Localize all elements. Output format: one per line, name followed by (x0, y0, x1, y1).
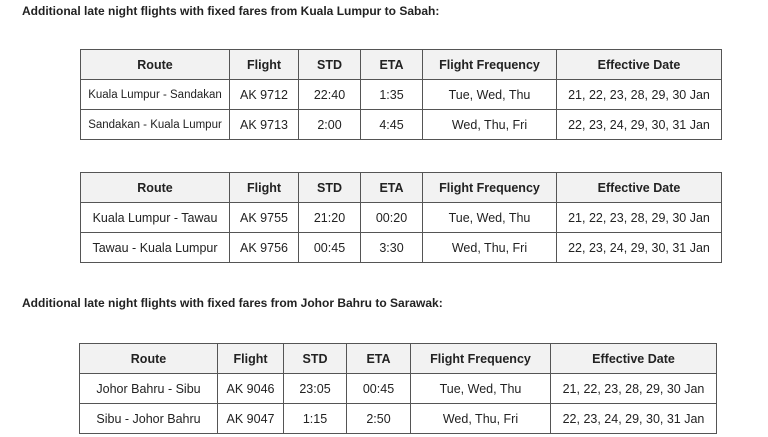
cell-route: Kuala Lumpur - Tawau (81, 203, 230, 233)
header-route: Route (81, 50, 230, 80)
cell-std: 21:20 (299, 203, 361, 233)
table-header-row (81, 173, 722, 203)
cell-std: 1:15 (284, 404, 347, 434)
flight-table-kl-sandakan (80, 49, 722, 140)
header-effective-date: Effective Date (551, 344, 717, 374)
cell-flight: AK 9755 (230, 203, 299, 233)
cell-eta: 3:30 (361, 233, 423, 263)
cell-flight: AK 9756 (230, 233, 299, 263)
section-heading-kl-sabah: Additional late night flights with fixed fares from Kuala Lumpur to Sabah: (22, 4, 440, 18)
cell-frequency: Wed, Thu, Fri (411, 404, 551, 434)
cell-std: 2:00 (299, 110, 361, 140)
table-row (81, 110, 722, 140)
header-effective-date: Effective Date (557, 173, 722, 203)
header-flight-frequency: Flight Frequency (411, 344, 551, 374)
table-row (81, 80, 722, 110)
cell-std: 23:05 (284, 374, 347, 404)
cell-effective-date: 21, 22, 23, 28, 29, 30 Jan (551, 374, 717, 404)
cell-eta: 1:35 (361, 80, 423, 110)
table-row (80, 404, 717, 434)
flight-table-jb-sibu (79, 343, 717, 434)
flight-table-kl-tawau (80, 172, 722, 263)
cell-eta: 00:45 (347, 374, 411, 404)
cell-eta: 2:50 (347, 404, 411, 434)
table-row (81, 203, 722, 233)
cell-effective-date: 22, 23, 24, 29, 30, 31 Jan (551, 404, 717, 434)
cell-effective-date: 21, 22, 23, 28, 29, 30 Jan (557, 203, 722, 233)
section-heading-jb-sarawak: Additional late night flights with fixed fares from Johor Bahru to Sarawak: (22, 296, 443, 310)
header-std: STD (299, 50, 361, 80)
cell-effective-date: 22, 23, 24, 29, 30, 31 Jan (557, 110, 722, 140)
cell-route: Johor Bahru - Sibu (80, 374, 218, 404)
table-header-row (81, 50, 722, 80)
cell-flight: AK 9713 (230, 110, 299, 140)
header-std: STD (299, 173, 361, 203)
header-std: STD (284, 344, 347, 374)
cell-frequency: Tue, Wed, Thu (423, 203, 557, 233)
cell-flight: AK 9047 (218, 404, 284, 434)
header-eta: ETA (361, 173, 423, 203)
header-flight-frequency: Flight Frequency (423, 173, 557, 203)
header-effective-date: Effective Date (557, 50, 722, 80)
cell-route: Sibu - Johor Bahru (80, 404, 218, 434)
header-flight: Flight (230, 50, 299, 80)
table-row (80, 374, 717, 404)
cell-frequency: Tue, Wed, Thu (423, 80, 557, 110)
header-route: Route (81, 173, 230, 203)
cell-effective-date: 21, 22, 23, 28, 29, 30 Jan (557, 80, 722, 110)
header-flight: Flight (218, 344, 284, 374)
cell-effective-date: 22, 23, 24, 29, 30, 31 Jan (557, 233, 722, 263)
header-eta: ETA (347, 344, 411, 374)
cell-frequency: Wed, Thu, Fri (423, 233, 557, 263)
header-eta: ETA (361, 50, 423, 80)
cell-std: 00:45 (299, 233, 361, 263)
cell-frequency: Wed, Thu, Fri (423, 110, 557, 140)
cell-flight: AK 9712 (230, 80, 299, 110)
cell-route: Kuala Lumpur - Sandakan (81, 80, 230, 110)
header-flight-frequency: Flight Frequency (423, 50, 557, 80)
cell-route: Tawau - Kuala Lumpur (81, 233, 230, 263)
cell-frequency: Tue, Wed, Thu (411, 374, 551, 404)
header-flight: Flight (230, 173, 299, 203)
table-header-row (80, 344, 717, 374)
cell-flight: AK 9046 (218, 374, 284, 404)
cell-std: 22:40 (299, 80, 361, 110)
header-route: Route (80, 344, 218, 374)
cell-eta: 4:45 (361, 110, 423, 140)
table-row (81, 233, 722, 263)
cell-eta: 00:20 (361, 203, 423, 233)
cell-route: Sandakan - Kuala Lumpur (81, 110, 230, 140)
